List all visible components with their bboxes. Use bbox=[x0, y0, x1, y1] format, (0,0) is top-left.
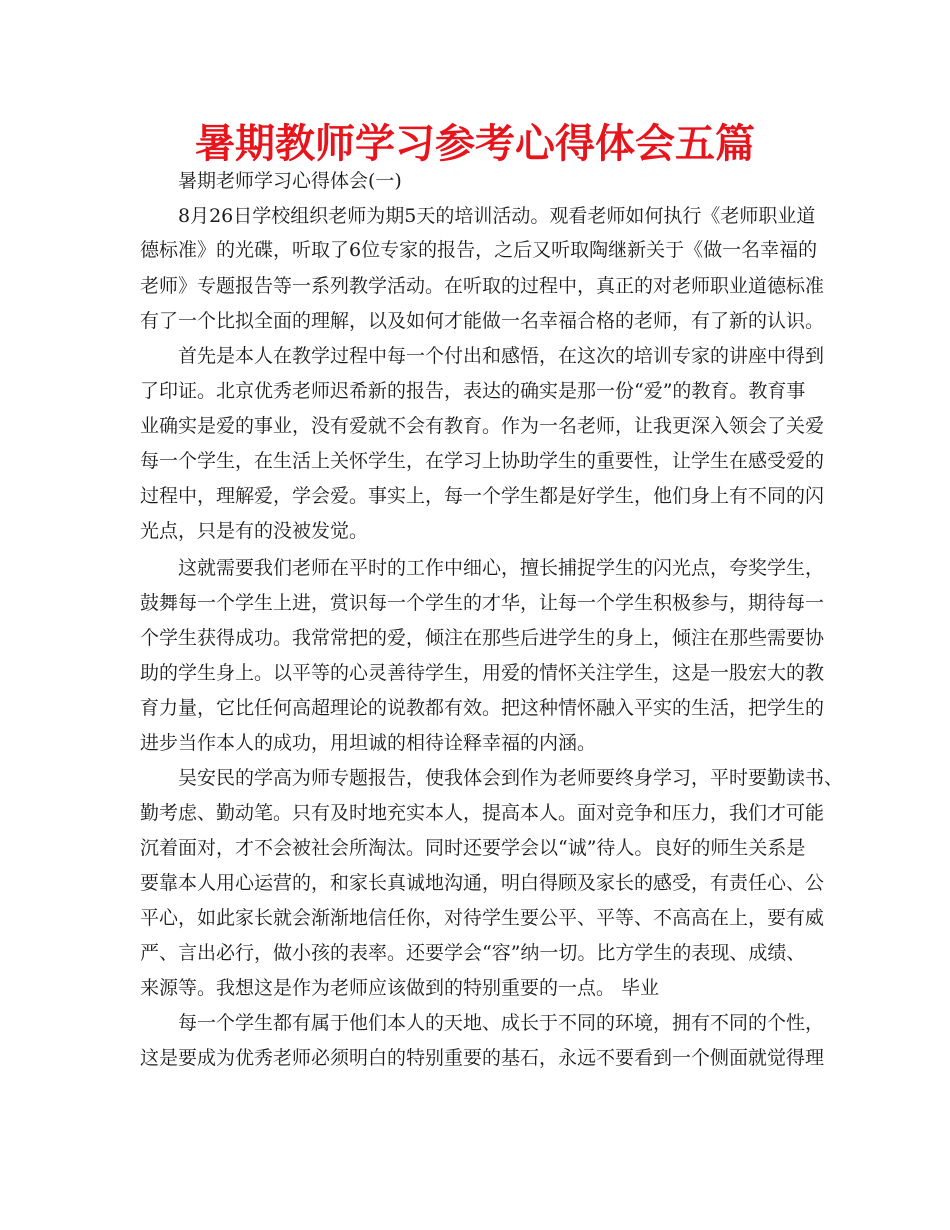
paragraph-line: 首先是本人在教学过程中每一个付出和感悟，在这次的培训专家的讲座中得到 bbox=[178, 345, 825, 367]
paragraph-line: 了印证。北京优秀老师迟希新的报告，表达的确实是那一份“爱”的教育。教育事 bbox=[140, 380, 806, 402]
paragraph-line: 德标准》的光碟，听取了6位专家的报告，之后又听取陶继新关于《做一名幸福的 bbox=[140, 239, 818, 261]
paragraph-line: 过程中，理解爱，学会爱。事实上，每一个学生都是好学生，他们身上有不同的闪 bbox=[140, 485, 825, 507]
paragraph-line: 老师》专题报告等一系列教学活动。在听取的过程中，真正的对老师职业道德标准 bbox=[140, 275, 825, 297]
paragraph-line: 平心，如此家长就会渐渐地信任你，对待学生要公平、平等、不高高在上，要有威 bbox=[140, 907, 825, 929]
document-title: 暑期教师学习参考心得体会五篇 bbox=[195, 121, 755, 167]
paragraph-line: 这是要成为优秀老师必须明白的特别重要的基石，永远不要看到一个侧面就觉得理 bbox=[140, 1047, 825, 1069]
paragraph-line: 有了一个比拟全面的理解，以及如何才能做一名幸福合格的老师，有了新的认识。 bbox=[140, 310, 825, 332]
paragraph-line: 进步当作本人的成功，用坦诚的相待诠释幸福的内涵。 bbox=[140, 732, 597, 754]
paragraph-line: 每一个学生，在生活上关怀学生，在学习上协助学生的重要性，让学生在感受爱的 bbox=[140, 450, 825, 472]
paragraph-line: 每一个学生都有属于他们本人的天地、成长于不同的环境，拥有不同的个性， bbox=[178, 1012, 825, 1034]
section-heading: 暑期老师学习心得体会(一) bbox=[178, 170, 402, 192]
paragraph-line: 育力量，它比任何高超理论的说教都有效。把这种情怀融入平实的生活，把学生的 bbox=[140, 697, 825, 719]
paragraph-line: 吴安民的学高为师专题报告，使我体会到作为老师要终身学习，平时要勤读书、 bbox=[178, 767, 844, 789]
paragraph-line: 严、言出必行，做小孩的表率。还要学会“容”纳一切。比方学生的表现、成绩、 bbox=[140, 942, 806, 964]
paragraph-line: 沉着面对，才不会被社会所淘汰。同时还要学会以“诚”待人。良好的师生关系是 bbox=[140, 837, 806, 859]
paragraph-line: 来源等。我想这是作为老师应该做到的特别重要的一点。 毕业 bbox=[140, 977, 660, 999]
paragraph-line: 光点，只是有的没被发觉。 bbox=[140, 520, 369, 542]
paragraph-line: 要靠本人用心运营的，和家长真诚地沟通，明白得顾及家长的感受，有责任心、公 bbox=[140, 872, 825, 894]
paragraph-line: 8月26日学校组织老师为期5天的培训活动。观看老师如何执行《老师职业道 bbox=[178, 205, 816, 227]
paragraph-line: 助的学生身上。以平等的心灵善待学生，用爱的情怀关注学生，这是一股宏大的教 bbox=[140, 662, 825, 684]
paragraph-line: 勤考虑、勤动笔。只有及时地充实本人，提高本人。面对竞争和压力，我们才可能 bbox=[140, 802, 825, 824]
paragraph-line: 鼓舞每一个学生上进，赏识每一个学生的才华，让每一个学生积极参与，期待每一 bbox=[140, 592, 825, 614]
paragraph-line: 这就需要我们老师在平时的工作中细心，擅长捕捉学生的闪光点，夸奖学生， bbox=[178, 557, 825, 579]
paragraph-line: 个学生获得成功。我常常把的爱，倾注在那些后进学生的身上，倾注在那些需要协 bbox=[140, 627, 825, 649]
paragraph-line: 业确实是爱的事业，没有爱就不会有教育。作为一名老师，让我更深入领会了关爱 bbox=[140, 415, 825, 437]
